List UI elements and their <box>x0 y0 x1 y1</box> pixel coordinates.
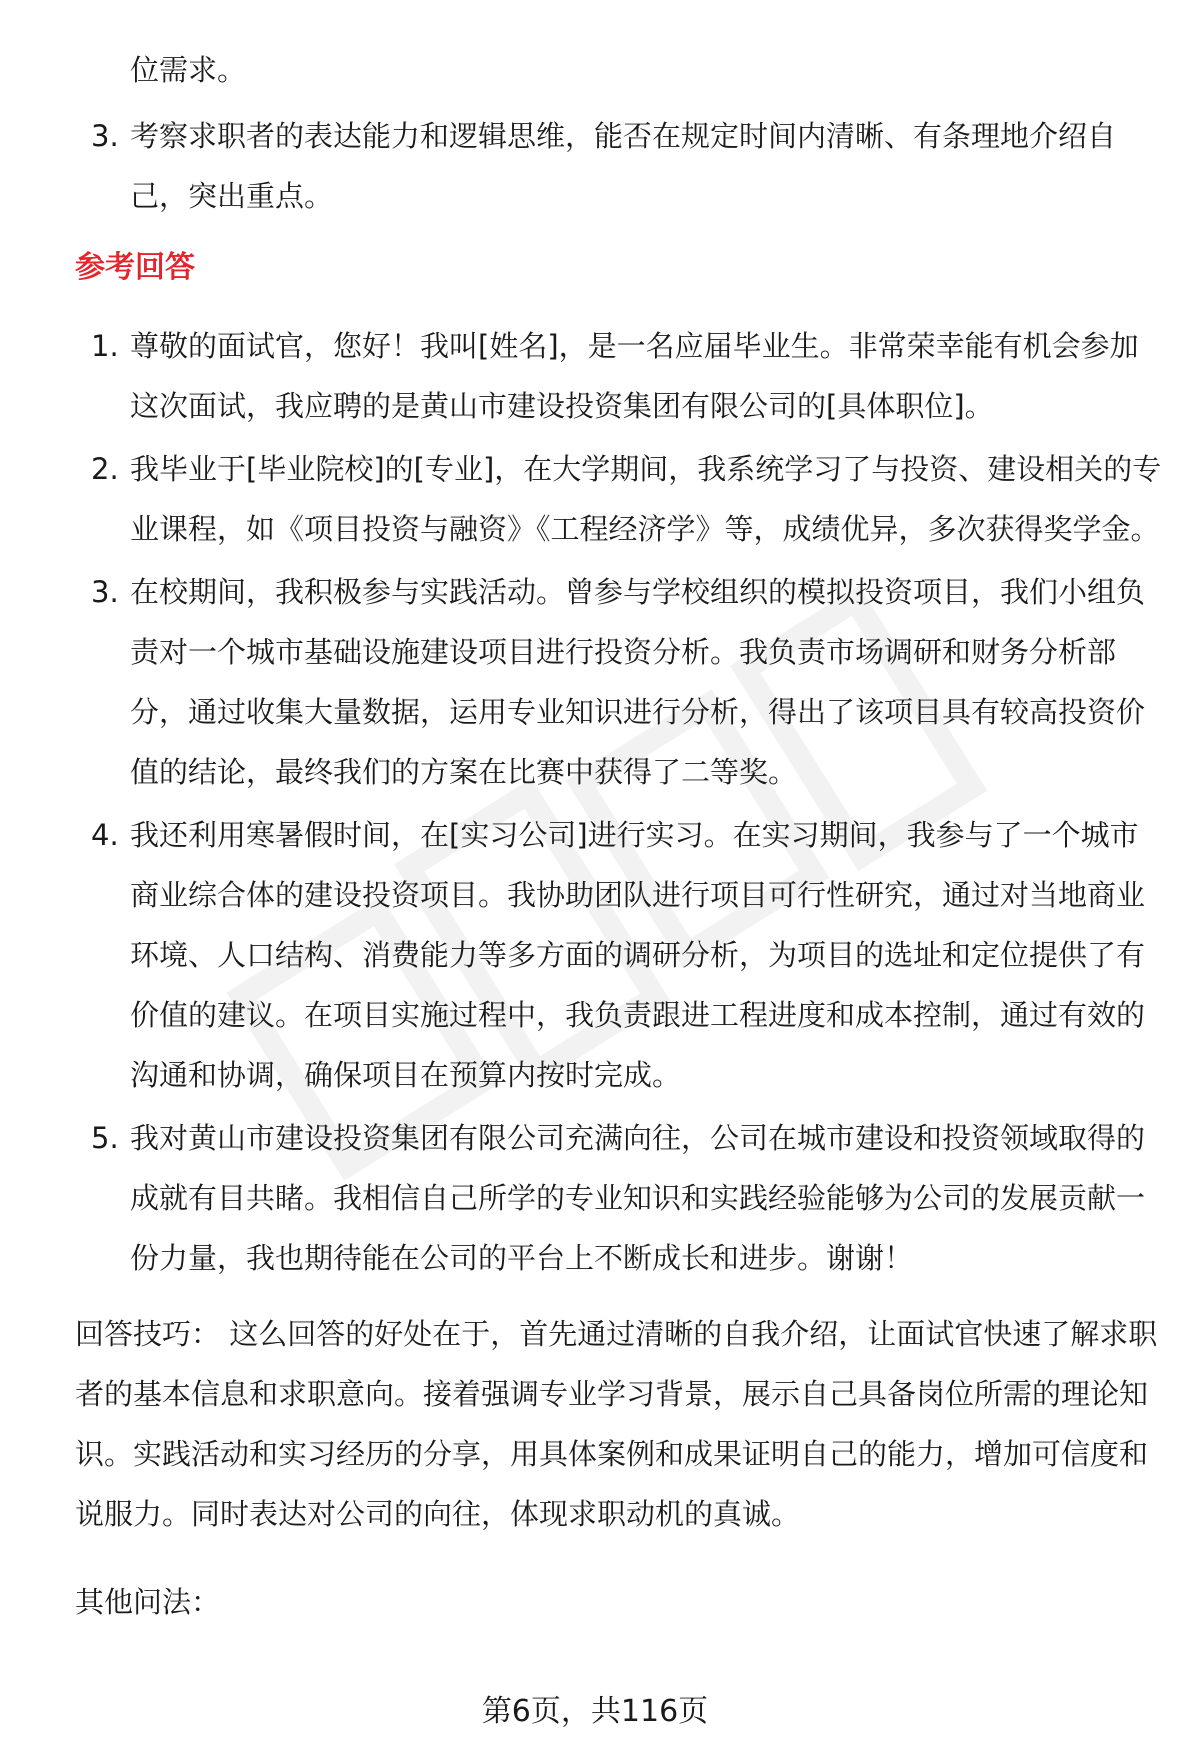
list-number: 4. <box>91 818 119 852</box>
other-questions-label: 其他问法： <box>75 1585 221 1619</box>
document-content <box>75 40 1165 1632</box>
answer-tips-paragraph: 回答技巧： 这么回答的好处在于，首先通过清晰的自我介绍，让面试官快速了解求职者的基本信息和求职意向。接着强调专业学习背景，展示自己具备岗位所需的理论知识。实践活动和实习经历的分享，用具体案例和成果证明自己的能力，增加可信度和说服力。同时表达对公司的向往，体现求职动机的真诚。 <box>75 1317 1158 1531</box>
reference-answer-heading: 参考回答 <box>75 250 195 285</box>
intro-list <box>75 106 1165 226</box>
list-text: 在校期间，我积极参与实践活动。曾参与学校组织的模拟投资项目，我们小组负责对一个城市基础设施建设项目进行投资分析。我负责市场调研和财务分析部分，通过收集大量数据，运用专业知识进行分析，得出了该项目具有较高投资价值的结论，最终我们的方案在比赛中获得了二等奖。 <box>130 575 1146 789</box>
list-number: 3. <box>91 119 119 153</box>
list-number: 2. <box>91 452 119 486</box>
list-text: 我毕业于[毕业院校]的[专业]，在大学期间，我系统学习了与投资、建设相关的专业课程，如《项目投资与融资》《工程经济学》等，成绩优异，多次获得奖学金。 <box>130 452 1162 546</box>
list-text: 尊敬的面试官，您好！我叫[姓名]，是一名应届毕业生。非常荣幸能有机会参加这次面试，我应聘的是黄山市建设投资集团有限公司的[具体职位]。 <box>130 329 1139 423</box>
list-text: 考察求职者的表达能力和逻辑思维，能否在规定时间内清晰、有条理地介绍自己，突出重点。 <box>130 119 1117 213</box>
list-item <box>75 562 1165 802</box>
continuation-text: 位需求。 <box>130 53 247 87</box>
list-text: 我还利用寒暑假时间，在[实习公司]进行实习。在实习期间，我参与了一个城市商业综合体的建设投资项目。我协助团队进行项目可行性研究，通过对当地商业环境、人口结构、消费能力等多方面的调研分析，为项目的选址和定位提供了有价值的建议。在项目实施过程中，我负责跟进工程进度和成本控制，通过有效的沟通和协调，确保项目在预算内按时完成。 <box>130 818 1146 1092</box>
list-text: 我对黄山市建设投资集团有限公司充满向往，公司在城市建设和投资领域取得的成就有目共睹。我相信自己所学的专业知识和实践经验能够为公司的发展贡献一份力量，我也期待能在公司的平台上不断成长和进步。谢谢！ <box>130 1121 1146 1275</box>
list-number: 3. <box>91 575 119 609</box>
list-item <box>75 439 1165 559</box>
list-number: 1. <box>91 329 119 363</box>
list-number: 5. <box>91 1121 119 1155</box>
list-item <box>75 1108 1165 1288</box>
list-item <box>75 106 1165 226</box>
answer-list <box>75 316 1165 1288</box>
list-item <box>75 316 1165 436</box>
page-footer: 第6页，共116页 <box>481 1694 709 1729</box>
list-item <box>75 805 1165 1105</box>
